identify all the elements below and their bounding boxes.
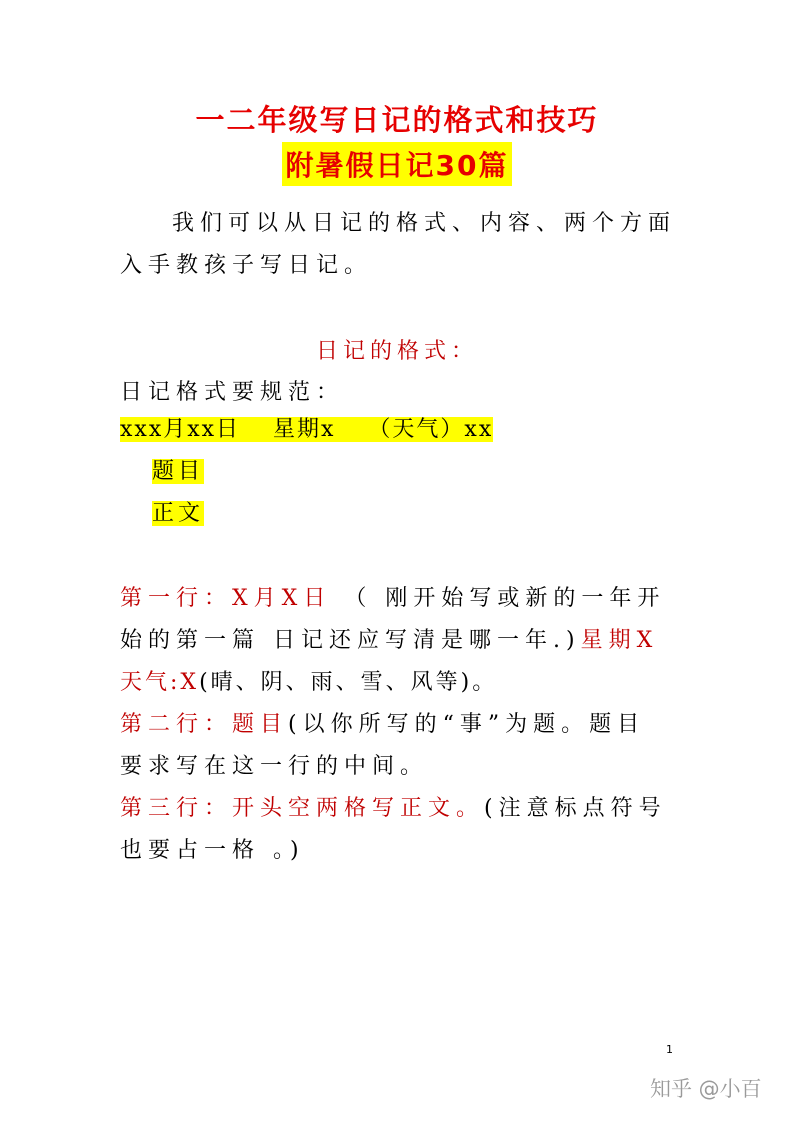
- line1-text-a: （ 刚开始写或新的一年开: [344, 586, 666, 611]
- line2-text-a: (以你所写的“事”为题。题目: [288, 712, 646, 737]
- page-number: 1: [666, 1043, 673, 1056]
- line3-row-a: [120, 788, 667, 830]
- line1-row-a: [120, 578, 665, 620]
- format-rule: 日记格式要规范：: [120, 380, 345, 405]
- line2-text-b: 要求写在这一行的中间。: [120, 754, 429, 779]
- document-subtitle-wrap: [0, 142, 794, 186]
- line3-text-a: (注意标点符号: [484, 796, 667, 821]
- intro-line-1: 我们可以从日记的格式、内容、两个方面: [172, 211, 677, 236]
- line1-weekday-label: 星期X: [580, 628, 659, 653]
- document-title: 一二年级写日记的格式和技巧: [195, 103, 599, 137]
- line2-row-a: [120, 704, 645, 746]
- line3-text-b: 也要占一格 。): [120, 838, 305, 863]
- format-heading: 日记的格式：: [315, 339, 478, 364]
- document-subtitle: 附暑假日记30篇: [282, 142, 513, 186]
- line1-text-b: 始的第一篇 日记还应写清是哪一年.): [120, 628, 581, 653]
- line2-row-b: [120, 746, 428, 788]
- line1-row-c: [120, 662, 497, 704]
- topic-label: 题目: [152, 459, 205, 484]
- line2-label: 第二行：题目: [120, 712, 289, 737]
- line3-row-b: [120, 830, 305, 872]
- body-label: 正文: [152, 501, 205, 526]
- line1-label: 第一行：X月X日: [120, 586, 332, 611]
- date-line: xxx月xx日 星期x （天气）xx: [120, 417, 494, 442]
- intro-line-2: 入手教孩子写日记。: [120, 253, 373, 278]
- line1-text-c: (晴、阴、雨、雪、风等)。: [199, 670, 498, 695]
- body-wrap: [152, 495, 204, 533]
- line1-row-b: [120, 620, 658, 662]
- watermark: 知乎 @小百: [650, 1077, 762, 1101]
- date-line-wrap: [120, 412, 493, 448]
- line3-label: 第三行：开头空两格写正文。: [120, 796, 485, 821]
- topic-wrap: [152, 453, 204, 491]
- line1-weather-label: 天气:X: [120, 670, 200, 695]
